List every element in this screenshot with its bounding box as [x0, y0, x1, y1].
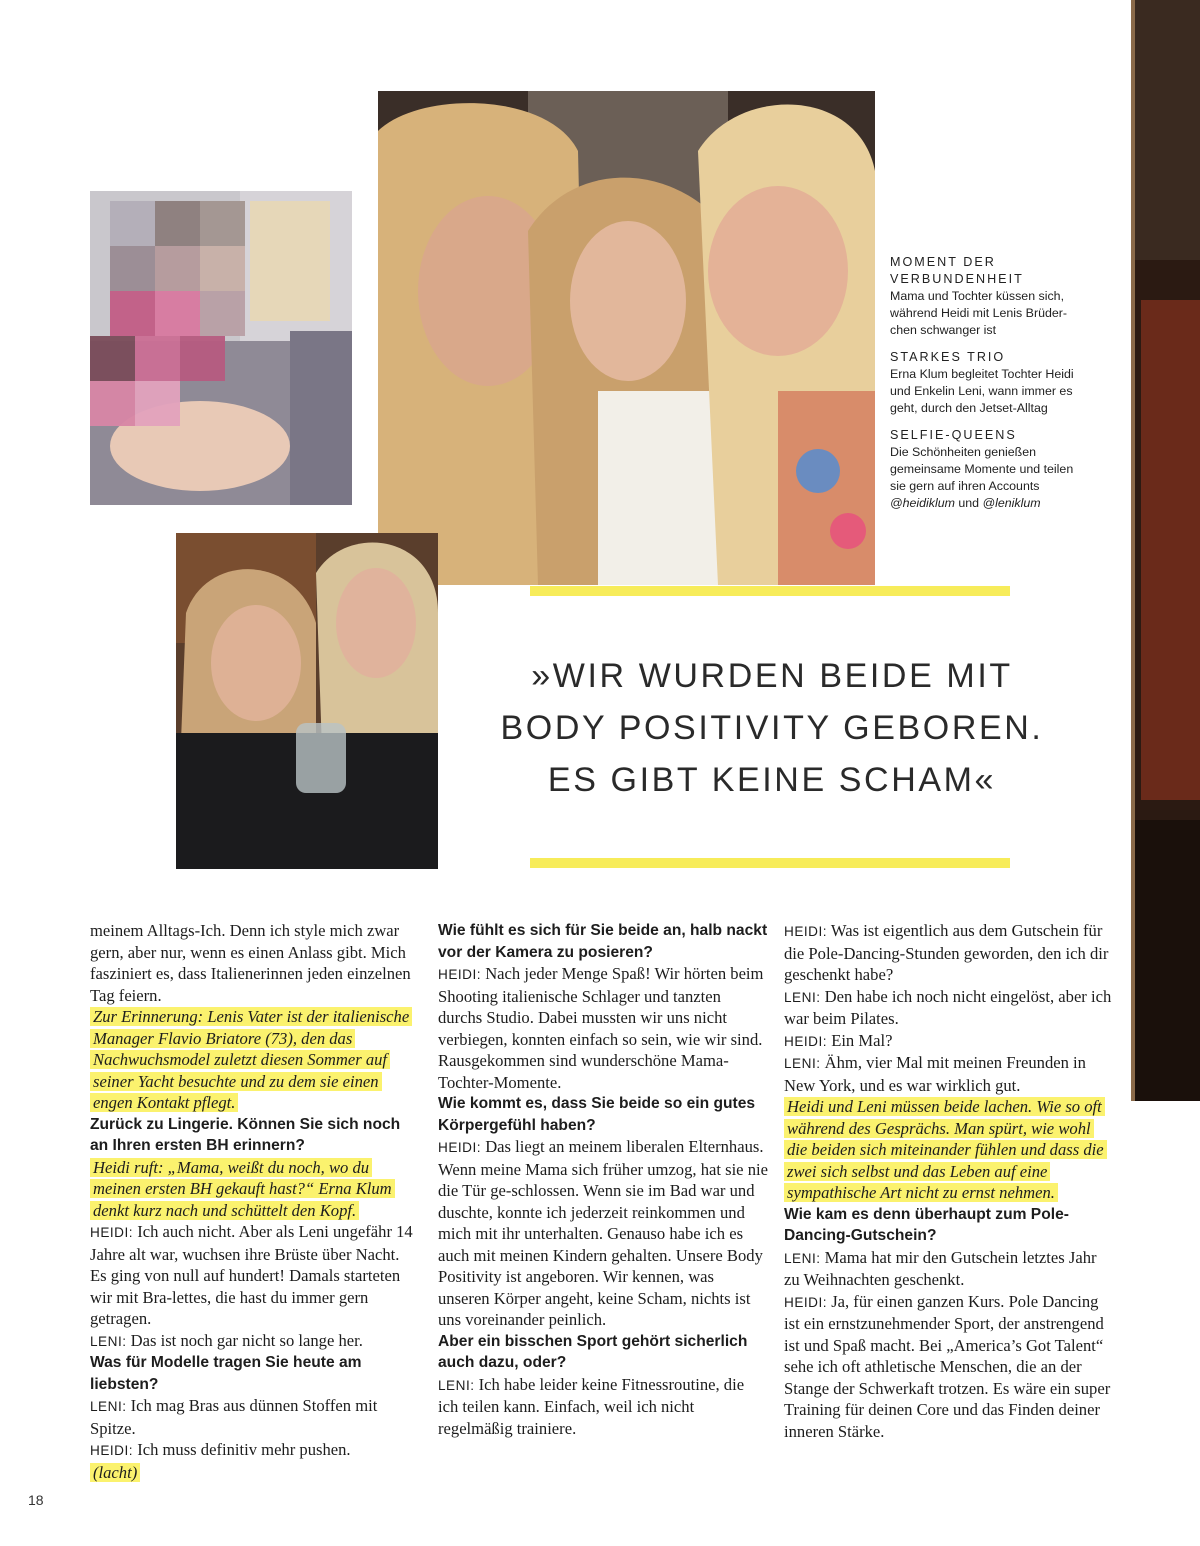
speaker-label: HEIDI:: [784, 1294, 828, 1310]
editor-note: [784, 1096, 1114, 1204]
interview-question: Wie kommt es, dass Sie beide so ein gutes Körpergefühl haben?: [438, 1095, 756, 1134]
article-column-1: [90, 920, 420, 1483]
answer-text: Ein Mal?: [831, 1030, 893, 1050]
answer: [784, 1030, 1114, 1053]
answer-text: Ja, für einen ganzen Kurs. Pole Dancing ist ein ernstzunehmender Sport, der anstrengend ist und Spaß macht. Bei „America’s Got Talent“ sehe ich oft athletische Menschen, die an der Stange der Schwerkaft trotzen. Es wäre ein super Training für deinen Core und das Finden deiner inneren Stärke.: [784, 1291, 1111, 1441]
page-number: 18: [28, 1492, 44, 1508]
answer-text: Ich auch nicht. Aber als Leni ungefähr 14 Jahre alt war, wuchsen ihre Brüste über Nacht. Es ging von null auf hundert! Damals starteten wir mit Bra-lettes, die hast du immer gern getragen.: [90, 1222, 413, 1328]
speaker-label: HEIDI:: [90, 1443, 134, 1458]
speaker-label: LENI:: [90, 1399, 127, 1414]
adjacent-page-photo-strip: [1131, 0, 1200, 1101]
answer-text: Das ist noch gar nicht so lange her.: [130, 1330, 363, 1350]
answer: [784, 986, 1114, 1030]
article-column-2: [438, 920, 768, 1439]
speaker-label: LENI:: [784, 1056, 821, 1071]
pull-quote-line: BODY POSITIVITY GEBOREN.: [500, 709, 1044, 747]
pull-quote-line: »WIR WURDEN BEIDE MIT: [531, 657, 1013, 695]
photo-pregnant-kiss: [90, 191, 352, 505]
answer-text: Ähm, vier Mal mit meinen Freunden in New York, und es war wirklich gut.: [784, 1053, 1086, 1095]
interview-question: Wie kam es denn überhaupt zum Pole-Dancing-Gutschein?: [784, 1205, 1069, 1244]
interview-question: Aber ein bisschen Sport gehört sicherlich auch dazu, oder?: [438, 1332, 748, 1371]
interview-question: Wie fühlt es sich für Sie beide an, halb nackt vor der Kamera zu posieren?: [438, 922, 768, 961]
caption-joiner: und: [958, 496, 980, 510]
caption-text: Erna Klum begleitet Tochter Heidi und Enkelin Leni, wann immer es geht, durch den Jetset-Alltag: [890, 367, 1074, 415]
answer-text: Ich habe leider keine Fitnessroutine, die ich teilen kann. Einfach, weil ich nicht regelmäßig trainiere.: [438, 1374, 745, 1438]
answer-text: Den habe ich noch nicht eingelöst, aber ich war beim Pilates.: [784, 986, 1112, 1028]
caption-title: STARKES TRIO: [890, 350, 1006, 364]
answer-text: Ich mag Bras aus dünnen Stoffen mit Spitze.: [90, 1396, 378, 1438]
answer: [90, 1439, 420, 1483]
highlighted-note: Heidi ruft: „Mama, weißt du noch, wo du meinen ersten BH gekauft hast?“ Erna Klum denkt kurz nach und schüttelt den Kopf.: [90, 1158, 395, 1220]
answer: [784, 1247, 1114, 1291]
photo-selfie-duckface: [176, 533, 438, 869]
answer: [438, 1374, 768, 1440]
speaker-label: LENI:: [90, 1333, 127, 1349]
instagram-handle-heidi[interactable]: @heidiklum: [890, 496, 955, 510]
article-column-3: [784, 920, 1114, 1442]
photo-captions: [890, 254, 1090, 522]
speaker-label: LENI:: [784, 989, 821, 1005]
highlighted-note: Heidi und Leni müssen beide lachen. Wie so oft während des Gesprächs. Man spürt, wie wohl die beiden sich miteinander fühlen und dass die zwei sich selbst und das Leben auf eine sympathische Art nicht zu ernst nehmen.: [784, 1097, 1107, 1202]
speaker-label: HEIDI:: [90, 1225, 134, 1240]
pull-quote-line: ES GIBT KEINE SCHAM«: [547, 761, 997, 799]
answer: [438, 1136, 768, 1331]
body-text: meinem Alltags-Ich. Denn ich style mich zwar gern, aber nur, wenn es einen Anlass gibt. Mich fasziniert es, dass Italienerinnen jeden einzelnen Tag feiern.: [90, 921, 411, 1005]
interview-question: Was für Modelle tragen Sie heute am liebsten?: [90, 1354, 362, 1393]
photo-trio-selfie: [378, 91, 875, 585]
answer: [784, 1052, 1114, 1096]
editor-note: [90, 1157, 420, 1222]
pull-quote: [452, 650, 1092, 806]
answer-text: Ich muss definitiv mehr pushen.: [137, 1440, 351, 1459]
caption-text: Die Schönheiten genießen gemeinsame Momente und teilen sie gern auf ihren Accounts: [890, 445, 1074, 493]
highlighted-note: Zur Erinnerung: Lenis Vater ist der italienische Manager Flavio Briatore (73), den das Nachwuchsmodel zuletzt diesen Sommer auf seiner Yacht besuchte und zu dem sie einen engen Kontakt pflegt.: [90, 1007, 412, 1112]
answer-text: Was ist eigentlich aus dem Gutschein für die Pole-Dancing-Stunden geworden, den ich dir geschenkt habe?: [784, 921, 1109, 984]
pullquote-rule-top: [530, 586, 1010, 596]
answer: [90, 1330, 420, 1353]
caption-text: Mama und Tochter küssen sich, während Heidi mit Lenis Brüder-chen schwanger ist: [890, 289, 1067, 337]
pullquote-rule-bottom: [530, 858, 1010, 868]
caption-trio: [890, 349, 1090, 417]
speaker-label: HEIDI:: [438, 1140, 482, 1155]
editor-note: [90, 1006, 420, 1114]
speaker-label: LENI:: [784, 1250, 821, 1266]
answer: [90, 1395, 420, 1439]
speaker-label: HEIDI:: [784, 924, 828, 939]
caption-title: SELFIE-QUEENS: [890, 428, 1017, 442]
caption-selfie: [890, 427, 1090, 512]
highlighted-note: (lacht): [90, 1463, 140, 1482]
answer-text: Mama hat mir den Gutschein letztes Jahr zu Weihnachten geschenkt.: [784, 1247, 1097, 1289]
speaker-label: HEIDI:: [784, 1033, 828, 1049]
answer: [784, 1291, 1114, 1443]
interview-question: Zurück zu Lingerie. Können Sie sich noch an Ihren ersten BH erinnern?: [90, 1115, 401, 1154]
answer-text: Nach jeder Menge Spaß! Wir hörten beim Shooting italienische Schlager und tanzten durchs Studio. Dabei mussten wir uns nicht verbiegen, konnten einfach so sein, wie wir sind. Rausgekommen sind wunderschöne Mama-Tochter-Momente.: [438, 964, 764, 1092]
answer: [438, 963, 768, 1093]
caption-title: MOMENT DER VERBUNDENHEIT: [890, 255, 1024, 286]
answer-text: Das liegt an meinem liberalen Elternhaus. Wenn meine Mama sich früher umzog, hat sie nie die Tür ge-schlossen. Wenn sie im Bad war und duschte, konnte ich jederzeit reinkommen und mich mit ihr unterhalten. Genauso habe ich es auch mit meinen Kindern gehalten. Unsere Body Positivity ist angeboren. Wir kennen, was unseren Körper angeht, keine Scham, nichts ist uns voreinander peinlich.: [438, 1137, 768, 1329]
speaker-label: HEIDI:: [438, 967, 482, 982]
instagram-handle-leni[interactable]: @leniklum: [982, 496, 1041, 510]
caption-moment: [890, 254, 1090, 339]
answer: [784, 920, 1114, 986]
answer: [90, 1221, 420, 1330]
speaker-label: LENI:: [438, 1377, 475, 1393]
